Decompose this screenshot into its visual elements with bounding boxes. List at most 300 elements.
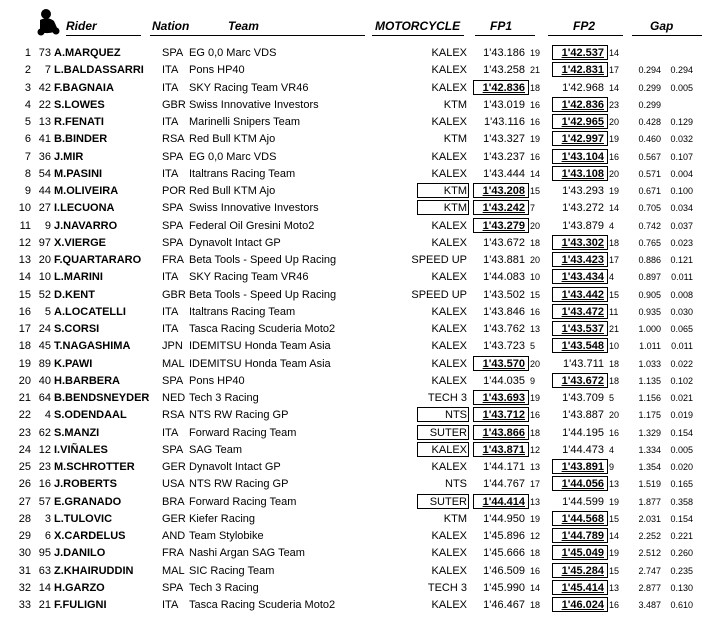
motorcycle-rider-icon [34,8,62,36]
fp2-lap: 4 [609,220,615,231]
gap-previous: 0.065 [670,324,693,334]
motorcycle: KTM [443,185,467,197]
team-name: SKY Racing Team VR46 [189,271,309,284]
fp2-lap: 16 [609,151,620,162]
position: 27 [18,495,31,508]
fp2-lap: 23 [609,99,620,110]
fp1-lap: 13 [530,496,541,507]
fp2-time: 1'45.049 [561,547,604,560]
fp1-time: 1'43.693 [482,392,525,404]
motorcycle: KALEX [431,599,467,611]
rider-number: 73 [38,47,51,59]
gap-first: 1.877 [638,496,661,507]
nation: GBR [162,98,186,111]
fp2-lap: 18 [609,237,620,248]
fp2-lap: 14 [609,48,620,58]
rider-number: 97 [38,236,51,249]
gap-previous: 0.235 [670,565,693,576]
fp2-lap: 20 [609,410,620,421]
rider-name: L.BALDASSARRI [54,64,144,77]
gap-previous: 0.294 [670,65,693,76]
rider-name: A.MARQUEZ [54,47,121,59]
rider-number: 23 [38,461,51,473]
gap-first: 3.487 [638,600,661,610]
fp1-lap: 20 [530,255,541,265]
fp2-time: 1'44.473 [562,443,604,456]
fp1-time: 1'44.171 [483,461,525,473]
rider-name: X.CARDELUS [54,530,126,542]
team-name: SIC Racing Team [189,564,275,577]
fp1-lap: 12 [530,444,541,455]
gap-previous: 0.130 [670,582,693,593]
motorcycle: KALEX [431,219,467,232]
fp1-lap: 18 [530,82,541,93]
fp2-time: 1'43.293 [562,185,604,197]
nation: SPA [162,219,184,232]
rider-name: J.NAVARRO [54,219,118,232]
gap-first: 0.571 [638,168,661,179]
fp1-time: 1'45.990 [483,581,525,594]
gap-previous: 0.358 [670,496,693,507]
header-underline [150,35,365,36]
table-row [0,545,713,562]
nation: SPA [162,202,184,215]
gap-first: 1.334 [638,444,661,455]
fp1-time: 1'43.712 [482,409,525,422]
gap-first: 1.329 [638,427,661,438]
fp1-lap: 10 [530,272,541,283]
team-name: Forward Racing Team [189,426,297,439]
fp2-time: 1'42.965 [561,116,604,128]
fp1-time: 1'44.035 [483,374,525,387]
team-name: Italtrans Racing Team [189,305,296,318]
nation: BRA [162,495,185,508]
rider-number: 41 [38,133,51,146]
gap-previous: 0.610 [670,600,693,610]
rider-name: L.TULOVIC [54,512,113,525]
gap-first: 0.897 [638,272,661,283]
table-row [0,407,713,424]
team-name: SAG Team [189,443,242,456]
fp1-lap: 12 [530,531,541,541]
fp1-lap: 16 [530,99,541,110]
motorcycle: NTS [445,478,467,491]
rider-number: 62 [38,426,51,439]
fp2-time: 1'44.056 [561,478,604,491]
position: 2 [24,64,31,77]
gap-first: 2.877 [638,582,661,593]
table-row [0,425,713,442]
position: 30 [18,547,31,560]
position: 31 [18,564,31,577]
motorcycle: KALEX [431,374,467,387]
header-rider: Rider [66,19,97,33]
rider-number: 5 [44,305,51,318]
header-underline [372,35,464,36]
table-header [0,0,713,38]
fp2-time: 1'42.836 [561,98,604,111]
rider-name: J.MIR [54,150,84,163]
team-name: Nashi Argan SAG Team [189,547,305,560]
fp1-lap: 16 [530,410,541,421]
fp2-lap: 21 [609,324,620,334]
rider-number: 64 [38,392,51,404]
rider-name: I.VIÑALES [54,443,108,456]
gap-previous: 0.022 [670,358,693,369]
table-row [0,373,713,390]
fp2-lap: 5 [609,393,615,403]
fp2-lap: 19 [609,134,620,145]
rider-number: 6 [44,530,51,542]
team-name: IDEMITSU Honda Team Asia [189,340,331,353]
position: 6 [24,133,31,146]
fp2-lap: 14 [609,82,620,93]
table-row [0,563,713,580]
rider-number: 24 [38,323,51,335]
gap-previous: 0.032 [670,134,693,145]
fp1-lap: 16 [530,117,541,127]
rider-name: M.PASINI [54,167,103,180]
rider-number: 44 [38,185,51,197]
fp1-lap: 19 [530,48,541,58]
fp2-lap: 20 [609,117,620,127]
gap-previous: 0.005 [670,82,693,93]
fp1-time: 1'42.836 [482,81,525,94]
position: 29 [18,530,31,542]
position: 23 [18,426,31,439]
table-row [0,476,713,493]
rider-number: 27 [38,202,51,215]
gap-previous: 0.100 [670,186,693,196]
rider-name: B.BINDER [54,133,108,146]
header-underline [475,35,535,36]
fp1-lap: 19 [530,134,541,145]
gap-first: 0.905 [638,289,661,300]
gap-first: 0.299 [638,82,661,93]
gap-previous: 0.154 [670,427,693,438]
nation: SPA [162,374,184,387]
fp1-time: 1'43.327 [483,133,525,146]
team-name: Beta Tools - Speed Up Racing [189,254,337,266]
nation: USA [162,478,185,491]
rider-number: 10 [38,271,51,284]
gap-first: 1.175 [638,410,661,421]
nation: SPA [162,443,184,456]
motorcycle: KALEX [431,305,467,318]
rider-name: R.FENATI [54,116,104,128]
fp2-time: 1'45.284 [561,564,604,577]
team-name: Swiss Innovative Investors [189,202,319,215]
nation: ITA [162,167,179,180]
fp1-time: 1'43.723 [483,340,525,353]
gap-first: 0.460 [638,134,661,145]
fp2-lap: 10 [609,341,620,352]
fp2-lap: 9 [609,462,615,472]
rider-name: X.VIERGE [54,236,106,249]
fp1-lap: 7 [530,203,536,214]
nation: ITA [162,599,179,611]
fp1-lap: 19 [530,513,541,524]
nation: RSA [162,409,185,422]
fp1-time: 1'44.414 [482,495,525,508]
fp2-time: 1'43.108 [561,167,604,180]
nation: ITA [162,323,179,335]
rider-number: 9 [44,219,51,232]
fp2-lap: 16 [609,600,620,610]
motorcycle: KALEX [431,461,467,473]
team-name: Dynavolt Intact GP [189,236,281,249]
fp1-lap: 20 [530,358,541,369]
fp1-time: 1'43.242 [482,202,525,215]
fp2-lap: 15 [609,513,620,524]
fp1-time: 1'44.950 [483,512,525,525]
fp1-time: 1'44.083 [483,271,525,284]
header-fp2: FP2 [573,19,596,33]
gap-previous: 0.037 [670,220,693,231]
fp1-time: 1'43.502 [483,288,525,301]
motorcycle: NTS [445,409,467,422]
team-name: Federal Oil Gresini Moto2 [189,219,315,232]
position: 17 [18,323,31,335]
rider-number: 36 [38,150,51,163]
position: 15 [18,288,31,301]
nation: FRA [162,254,184,266]
fp1-lap: 5 [530,341,536,352]
fp2-lap: 4 [609,444,615,455]
fp1-time: 1'43.208 [482,185,525,197]
fp2-time: 1'45.414 [561,581,604,594]
table-row [0,304,713,321]
motorcycle: KTM [443,98,467,111]
fp1-time: 1'43.186 [483,47,525,59]
team-name: Forward Racing Team [189,495,297,508]
team-name: Team Stylobike [189,530,264,542]
table-row [0,235,713,252]
team-name: Pons HP40 [189,64,245,77]
table-row [0,494,713,511]
fp1-lap: 18 [530,237,541,248]
gap-first: 0.765 [638,237,661,248]
table-row [0,269,713,286]
motorcycle: KALEX [431,530,467,542]
table-row [0,321,713,338]
fp2-time: 1'43.891 [561,461,604,473]
table-row [0,511,713,528]
team-name: Tech 3 Racing [189,581,259,594]
fp2-lap: 19 [609,548,620,559]
gap-previous: 0.004 [670,168,693,179]
fp2-lap: 14 [609,531,620,541]
nation: RSA [162,133,185,146]
gap-previous: 0.165 [670,479,693,490]
table-row [0,218,713,235]
team-name: EG 0,0 Marc VDS [189,47,277,59]
header-nation: Nation [152,19,190,33]
table-row [0,442,713,459]
rider-name: S.CORSI [54,323,100,335]
table-row [0,356,713,373]
table-row [0,338,713,355]
gap-first: 1.033 [638,358,661,369]
fp1-time: 1'43.116 [483,116,525,128]
rider-number: 54 [38,167,51,180]
rider-name: J.DANILO [54,547,106,560]
fp2-time: 1'42.997 [561,133,604,146]
position: 8 [24,167,31,180]
gap-previous: 0.129 [670,117,693,127]
gap-first: 0.567 [638,151,661,162]
rider-name: M.SCHROTTER [54,461,135,473]
team-name: Tasca Racing Scuderia Moto2 [189,599,336,611]
rider-number: 63 [38,564,51,577]
fp1-time: 1'43.846 [483,305,525,318]
fp2-lap: 17 [609,65,620,76]
fp2-time: 1'43.104 [561,150,604,163]
position: 20 [18,374,31,387]
motorcycle: SUTER [429,426,467,439]
header-gap: Gap [650,19,674,33]
rider-name: F.BAGNAIA [54,81,114,94]
gap-first: 2.252 [638,531,661,541]
position: 9 [24,185,31,197]
rider-name: E.GRANADO [54,495,122,508]
fp1-lap: 16 [530,565,541,576]
fp2-time: 1'44.789 [561,530,604,542]
fp2-time: 1'42.968 [562,81,604,94]
header-team: Team [228,19,259,33]
position: 10 [18,202,31,215]
rider-number: 95 [38,547,51,560]
gap-first: 1.000 [638,324,661,334]
gap-first: 0.742 [638,220,661,231]
table-row [0,149,713,166]
fp2-lap: 14 [609,203,620,214]
gap-first: 0.935 [638,306,661,317]
rider-name: D.KENT [54,288,95,301]
rider-name: F.FULIGNI [54,599,107,611]
gap-previous: 0.011 [671,341,693,352]
motorcycle: KTM [443,512,467,525]
team-name: Kiefer Racing [189,512,256,525]
nation: AND [162,530,186,542]
header-underline [632,35,702,36]
rider-name: I.LECUONA [54,202,115,215]
fp1-lap: 21 [530,65,541,76]
nation: GBR [162,288,186,301]
motorcycle: KALEX [431,116,467,128]
fp1-lap: 20 [530,220,541,231]
team-name: Red Bull KTM Ajo [189,133,276,146]
motorcycle: KALEX [431,271,467,284]
motorcycle: KALEX [431,150,467,163]
fp1-time: 1'45.896 [483,530,525,542]
rider-number: 45 [38,340,51,353]
table-row [0,80,713,97]
fp2-time: 1'43.711 [562,357,604,370]
rider-number: 20 [38,254,51,266]
position: 14 [18,271,31,284]
fp1-lap: 15 [530,289,541,300]
rider-number: 52 [38,288,51,301]
rider-name: H.GARZO [54,581,105,594]
team-name: Beta Tools - Speed Up Racing [189,288,337,301]
rider-name: J.ROBERTS [54,478,117,491]
fp2-lap: 13 [609,479,620,490]
fp1-lap: 16 [530,151,541,162]
team-name: EG 0,0 Marc VDS [189,150,277,163]
team-name: Swiss Innovative Investors [189,98,319,111]
team-name: Tech 3 Racing [189,392,259,404]
gap-first: 1.156 [638,393,661,403]
gap-first: 0.428 [638,117,661,127]
fp1-time: 1'43.871 [482,443,525,456]
rider-number: 3 [44,512,51,525]
team-name: IDEMITSU Honda Team Asia [189,357,331,370]
table-row [0,252,713,269]
rider-number: 42 [38,81,51,94]
fp2-time: 1'42.537 [561,47,604,59]
fp2-lap: 15 [609,289,620,300]
nation: SPA [162,581,184,594]
nation: GER [162,512,186,525]
position: 12 [18,236,31,249]
fp1-lap: 16 [530,306,541,317]
team-name: Tasca Racing Scuderia Moto2 [189,323,336,335]
rider-number: 12 [38,443,51,456]
fp2-lap: 18 [609,375,620,386]
motorcycle: SPEED UP [411,288,467,301]
fp2-lap: 4 [609,272,615,283]
nation: SPA [162,236,184,249]
table-row [0,62,713,79]
fp2-lap: 16 [609,427,620,438]
fp2-time: 1'43.548 [561,340,604,353]
nation: MAL [162,564,185,577]
gap-previous: 0.221 [670,531,693,541]
fp2-lap: 20 [609,168,620,179]
motorcycle: SUTER [429,495,467,508]
fp1-lap: 18 [530,427,541,438]
table-row [0,390,713,407]
table-row [0,459,713,476]
fp2-lap: 15 [609,565,620,576]
fp2-time: 1'43.434 [561,271,604,284]
table-row [0,183,713,200]
fp2-time: 1'44.568 [561,512,604,525]
table-row [0,580,713,597]
fp1-time: 1'45.666 [483,547,525,560]
header-fp1: FP1 [490,19,513,33]
gap-first: 1.519 [638,479,661,490]
header-underline [548,35,623,36]
fp1-time: 1'43.672 [483,236,525,249]
rider-name: T.NAGASHIMA [54,340,131,353]
motorcycle: KALEX [431,340,467,353]
gap-previous: 0.023 [670,237,693,248]
nation: NED [162,392,186,404]
table-row [0,45,713,62]
motorcycle: KALEX [431,47,467,59]
table-row [0,131,713,148]
fp1-lap: 18 [530,548,541,559]
rider-name: S.ODENDAAL [54,409,127,422]
header-underline [66,35,141,36]
fp1-time: 1'43.258 [483,64,525,77]
fp1-time: 1'43.866 [482,426,525,439]
motorcycle: KALEX [431,81,467,94]
motorcycle: KALEX [431,64,467,77]
fp1-time: 1'43.762 [483,323,525,335]
